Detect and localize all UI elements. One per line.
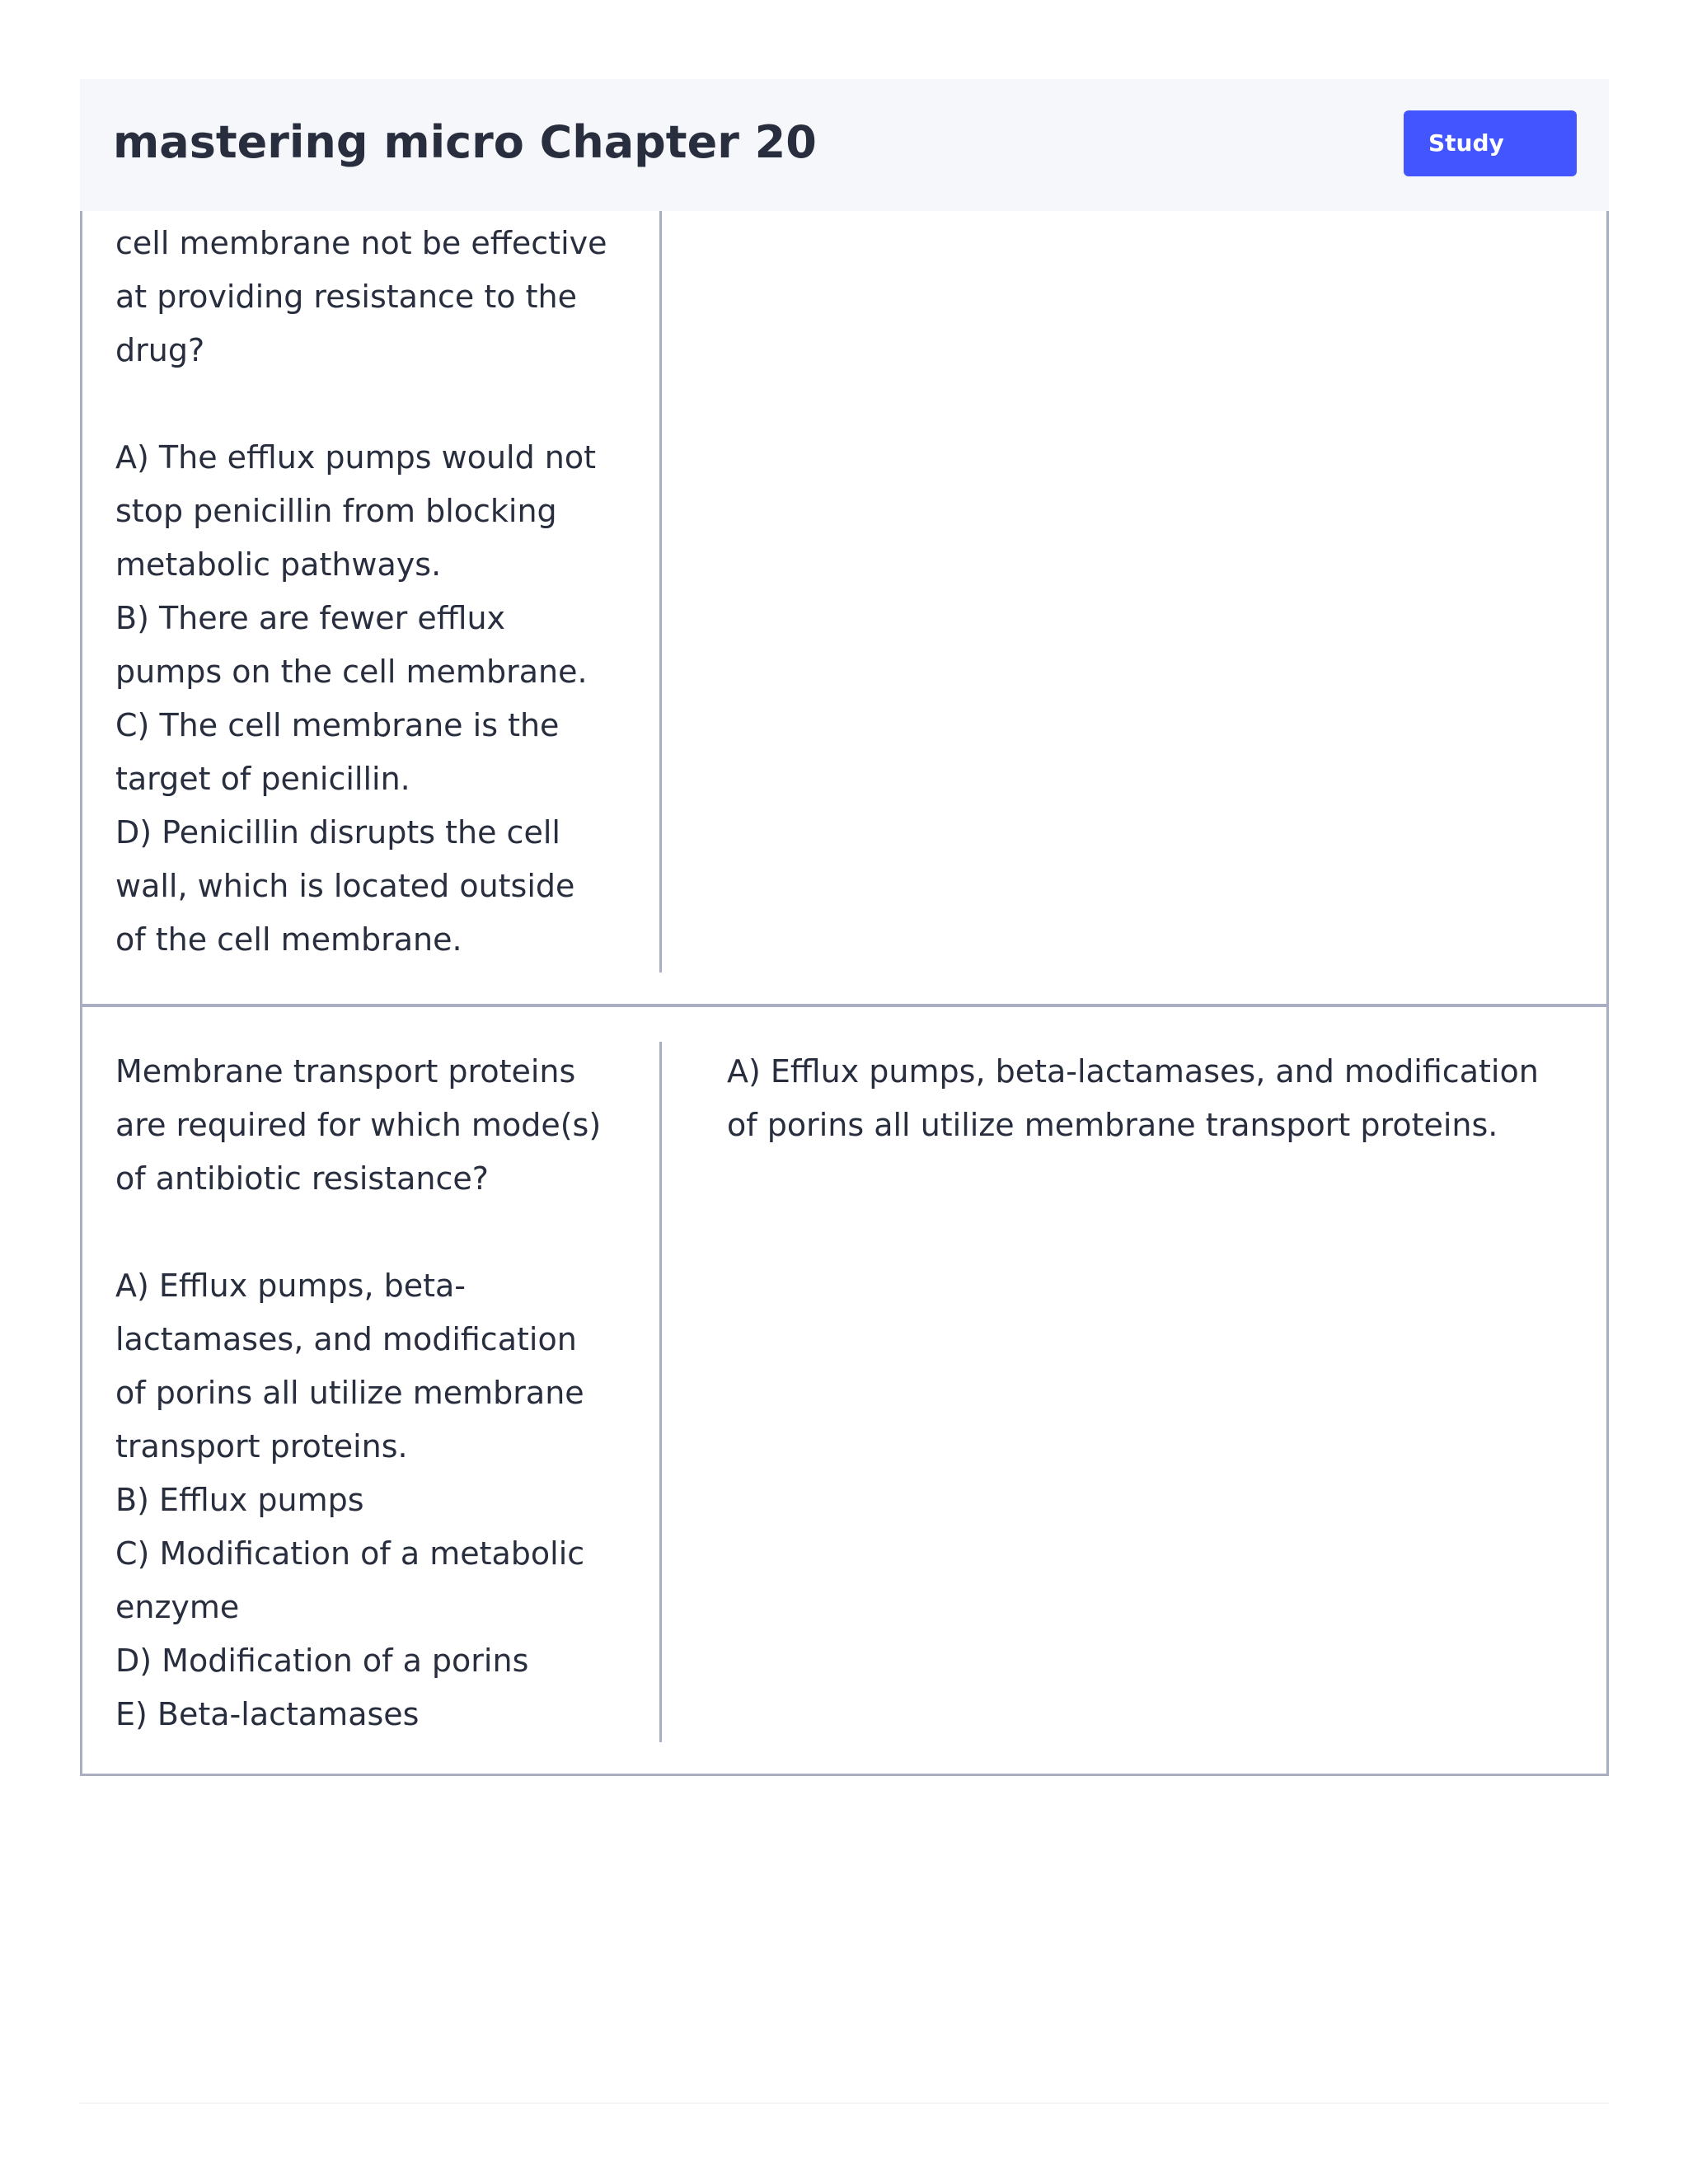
set-title: mastering micro Chapter 20 (113, 116, 817, 168)
footer-divider (80, 2102, 1609, 2104)
card-divider (659, 198, 662, 972)
card-definition: A) Efflux pumps, beta-lactamases, and modification of porins all utilize membrane transport proteins. (727, 1053, 1539, 1143)
card-term: Membrane transport proteins are required for which mode(s) of antibiotic resistance? A) Efflux pumps, beta- lactamases, and modification of porins all utilize membrane transport proteins. B) Efflux pumps C) Modification of a metabolic enzyme D) Modification of a porins E) Beta-lactamases (115, 1053, 602, 1732)
sticky-header (80, 79, 1609, 211)
flashcard (80, 198, 1609, 1007)
study-button[interactable]: Study (1404, 110, 1577, 176)
card-term: cell membrane not be effective at providing resistance to the drug? A) The efflux pumps would not stop penicillin from blocking metabolic pathways. B) There are fewer efflux pumps on the cell membrane. C) The cell membrane is the target of penicillin. D) Penicillin disrupts the cell wall, which is located outside of the cell membrane. (115, 225, 607, 958)
card-divider (659, 1042, 662, 1742)
flashcard (80, 1007, 1609, 1776)
